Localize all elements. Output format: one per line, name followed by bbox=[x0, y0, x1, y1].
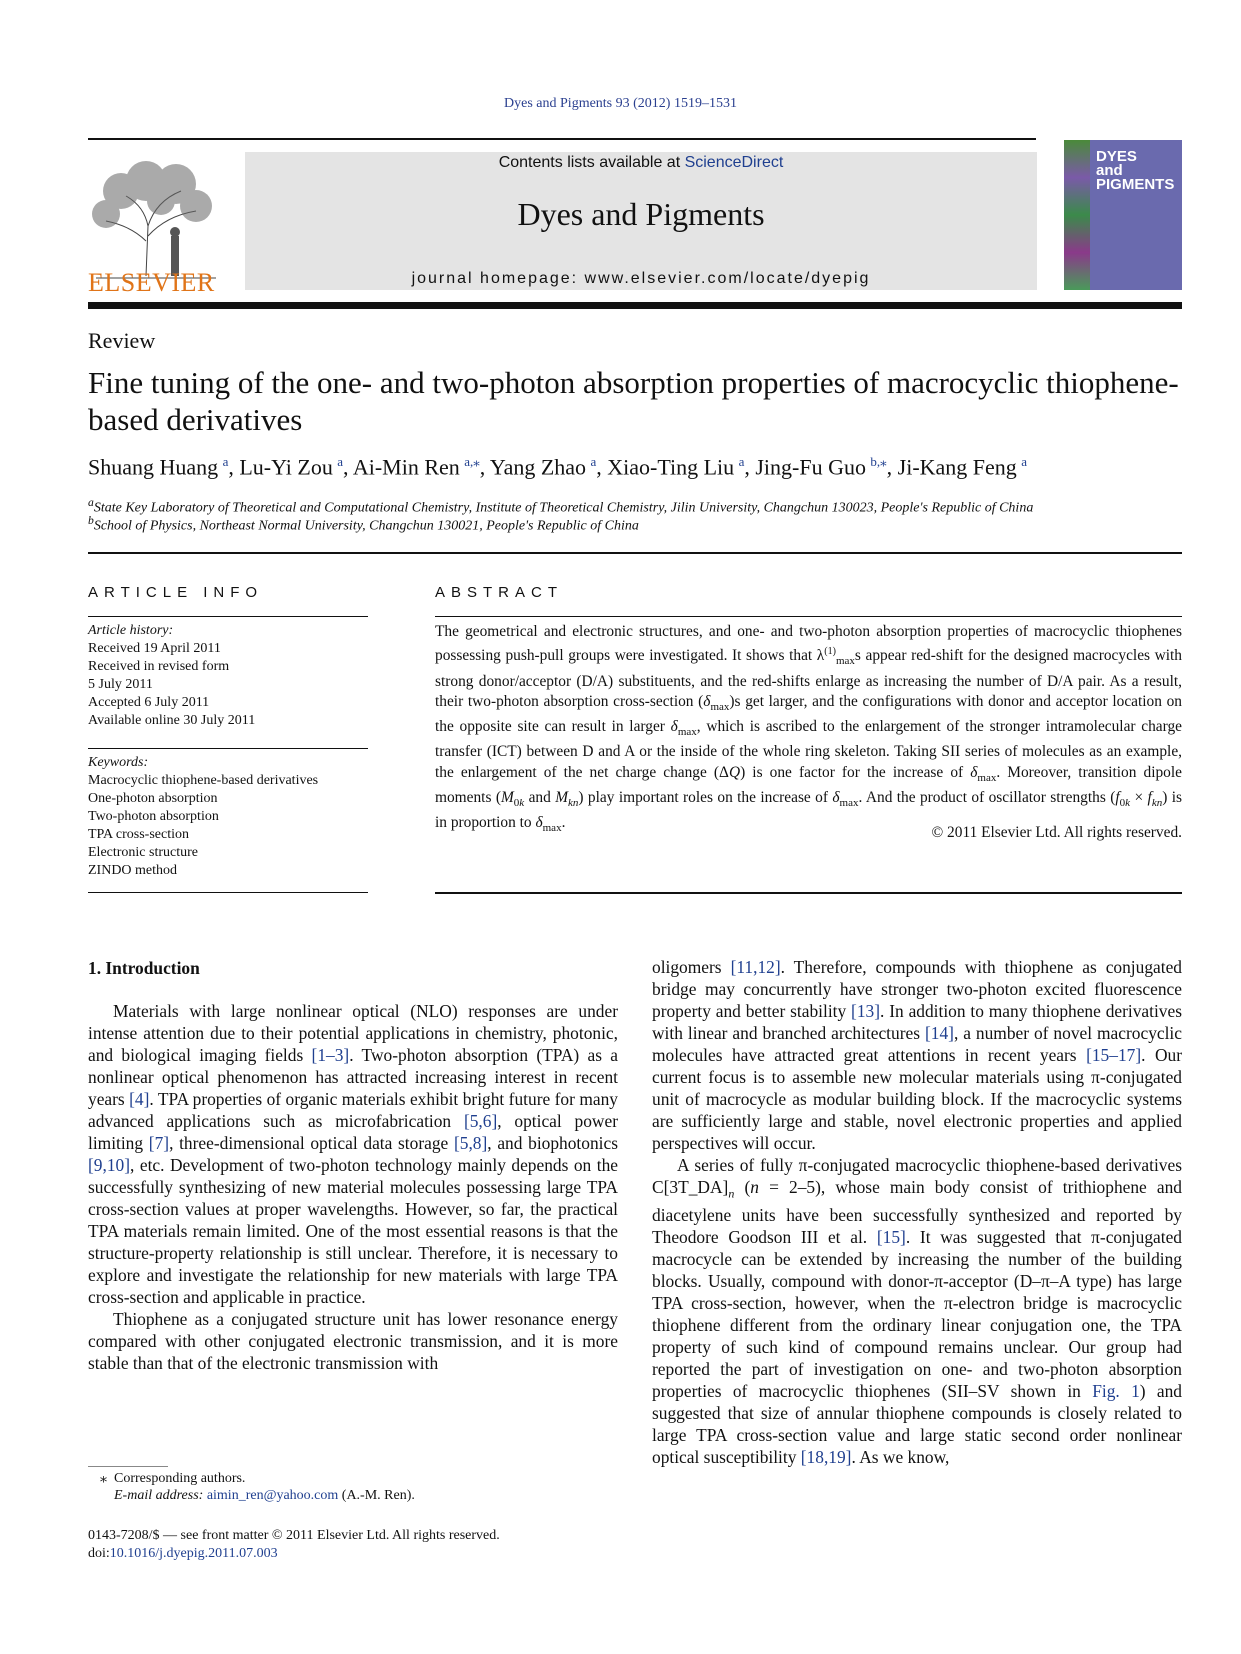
keyword: ZINDO method bbox=[88, 863, 178, 878]
author-list: Shuang Huang $^a$, Lu-Yi Zou $^a$, Ai-Min Ren $^{a,⁎}$, Yang Zhao $^a$, Xiao-Ting Liu $^a$, Jing-Fu Guo $^{b,⁎}$, Ji-Kang Feng $^a$ bbox=[88, 454, 1027, 480]
intro-heading: 1. Introduction bbox=[88, 958, 200, 978]
cover-title: DYES and PIGMENTS bbox=[1096, 148, 1175, 193]
abstract-text: The geometrical and electronic structures, and one- and two-photon absorption properties of macrocyclic thiophenes possessing push-pull groups were investigated. It shows that $\lambda^{(1)}_{max}s$ appear red-shift for the designed macrocycles with strong donor/acceptor (D/A) substituents, and the red-shifts enlarge as increasing the number of D/A pair. As a result, their two-photon absorption cross-section $(\delta_{max})s$ get larger, and the configurations with donor and acceptor location on the opposite site can result in larger $\delta_{max}$, which is ascribed to the enlargement of the stronger intramolecular charge transfer (ICT) between D and A or the inside of the whole ring skeleton. Taking SII series of molecules as an example, the enlargement of the net charge change (ΔQ) is one factor for the increase of $\delta_{max}$. Moreover, transition dipole moments ($M_{0k}$ and $M_{kn}$) play important roles on the increase of $\delta_{max}$. And the product of oscillator strengths $(f_{0k} \times f_{kn})$ is in proportion to $\delta_{max}$. bbox=[435, 623, 1183, 835]
divider bbox=[88, 616, 368, 617]
keyword: Macrocyclic thiophene-based derivatives bbox=[88, 773, 319, 788]
paragraph: Materials with large nonlinear optical (NLO) responses are under intense attention due to their potential applications in chemistry, photonic, and biological imaging fields [1–3]. Two-photon absorption (TPA) as a nonlinear optical phenomenon has attracted increasing interest in recent years [4]. TPA properties of organic materials exhibit bright future for many advanced applications such as microfabrication [5,6], optical power limiting [7], three-dimensional optical data storage [5,8], and biophotonics [9,10], etc. Development of two-photon technology mainly depends on the successfully synthesizing of new material molecules possessing large TPA cross-section values at proper wavelengths. However, so far, the practical TPA materials remain limited. One of the most essential reasons is that the structure-property relationship is still unclear. Therefore, it is necessary to explore and investigate the relationship for new materials with large TPA cross-section and applicable in practice. bbox=[88, 1001, 618, 1307]
affiliation: $^a$State Key Laboratory of Theoretical and Computational Chemistry, Institute of Theoretical Chemistry, Jilin University, Changchun 130023, People's Republic of China bbox=[88, 496, 1034, 516]
author[interactable]: Xiao-Ting Liu bbox=[607, 454, 735, 480]
contents-line: Contents lists available at ScienceDirect bbox=[498, 154, 784, 171]
publisher-logo-text: ELSEVIER bbox=[88, 268, 215, 297]
keyword: Two-photon absorption bbox=[88, 809, 219, 824]
footnote-rule bbox=[88, 1466, 168, 1467]
journal-cover-image bbox=[1064, 140, 1182, 290]
section-type: Review bbox=[88, 328, 156, 353]
corresponding-footnote: ⁎ Corresponding authors. bbox=[100, 1471, 246, 1486]
article-title: Fine tuning of the one- and two-photon absorption properties of macrocyclic thiophene-based derivatives bbox=[88, 365, 1179, 437]
section-rule bbox=[88, 552, 1182, 554]
paragraph: Thiophene as a conjugated structure unit has lower resonance energy compared with other conjugated electronic transmission, and it is more stable than that of the electronic transmission with bbox=[88, 1309, 618, 1373]
header-rule bbox=[88, 138, 1036, 140]
paragraph: A series of fully π-conjugated macrocyclic thiophene-based derivatives $C[3T\_DA]_n$ (n = 2–5), whose main body consist of trithiophene and diacetylene units have been successfully synthesized and reported by Theodore Goodson III et al. [15]. It was suggested that π-conjugated macrocycle can be extended by increasing the number of the building blocks. Usually, compound with donor-π-acceptor (D–π–A type) has large TPA cross-section, however, when the π-electron bridge is macrocyclic thiophene different from the ordinary linear conjugation one, the TPA property of such kind of compound remains unclear. Our group had reported the part of investigation on one- and two-photon absorption properties of macrocyclic thiophenes (SII–SV shown in Fig. 1) and suggested that size of annular thiophene compounds is closely related to large TPA cross-section value and large static second order nonlinear optical susceptibility [18,19]. As we know, bbox=[652, 1155, 1183, 1468]
doi-link[interactable]: 10.1016/j.dyepig.2011.07.003 bbox=[109, 1546, 278, 1561]
author[interactable]: Lu-Yi Zou bbox=[239, 454, 333, 480]
keyword: Electronic structure bbox=[88, 845, 199, 860]
divider bbox=[88, 748, 368, 749]
divider bbox=[88, 892, 368, 893]
email-footnote: E-mail address: aimin_ren@yahoo.com (A.-M. Ren). bbox=[114, 1488, 415, 1503]
affiliation: $^b$School of Physics, Northeast Normal University, Changchun 130021, People's Republic of China bbox=[88, 514, 639, 534]
author[interactable]: Shuang Huang bbox=[88, 454, 219, 480]
doi-line: doi:10.1016/j.dyepig.2011.07.003 bbox=[88, 1546, 278, 1561]
keyword: One-photon absorption bbox=[88, 791, 218, 806]
journal-homepage[interactable]: journal homepage: www.elsevier.com/locate/dyepig bbox=[411, 270, 871, 287]
author[interactable]: Yang Zhao bbox=[489, 454, 587, 480]
author[interactable]: Ji-Kang Feng bbox=[897, 454, 1017, 480]
author[interactable]: Jing-Fu Guo bbox=[755, 454, 866, 480]
keyword: TPA cross-section bbox=[88, 827, 189, 842]
intro-column-right bbox=[652, 956, 1182, 1468]
article-info-heading: ARTICLE INFO bbox=[88, 584, 264, 601]
header-thick-rule bbox=[88, 302, 1182, 309]
front-matter: 0143-7208/$ — see front matter © 2011 Elsevier Ltd. All rights reserved. bbox=[88, 1528, 500, 1543]
paragraph: oligomers [11,12]. Therefore, compounds with thiophene as conjugated bridge may concurrently have stronger two-photon excited fluorescence property and better stability [13]. In addition to many thiophene derivatives with linear and branched architectures [14], a number of novel macrocyclic molecules have attracted great attentions in recent years [15–17]. Our current focus is to assemble new molecular materials using π-conjugated unit of macrocycle as modular building block. If the macrocyclic systems are sufficiently large and stable, novel electronic properties and applied perspectives will occur. bbox=[652, 957, 1182, 1153]
abstract-heading: ABSTRACT bbox=[435, 584, 564, 601]
article-history: Article history: Received 19 April 2011 Received in revised form 5 July 2011 Accepted 6 July 2011 Available online 30 July 2011 bbox=[88, 623, 256, 728]
divider bbox=[435, 616, 1182, 617]
email-link[interactable]: aimin_ren@yahoo.com bbox=[206, 1488, 339, 1503]
journal-name: Dyes and Pigments bbox=[517, 196, 765, 232]
sciencedirect-link[interactable]: ScienceDirect bbox=[684, 154, 784, 171]
abstract-copyright: © 2011 Elsevier Ltd. All rights reserved. bbox=[931, 824, 1182, 841]
journal-citation[interactable]: Dyes and Pigments 93 (2012) 1519–1531 bbox=[504, 96, 737, 111]
keywords-list: Keywords: Macrocyclic thiophene-based derivatives One-photon absorption Two-photon absorption TPA cross-section Electronic structure ZINDO method bbox=[88, 754, 368, 880]
journal-banner bbox=[245, 152, 1037, 290]
author[interactable]: Ai-Min Ren bbox=[352, 454, 460, 480]
abstract-rule bbox=[435, 892, 1182, 894]
intro-column-left bbox=[88, 1000, 618, 1374]
